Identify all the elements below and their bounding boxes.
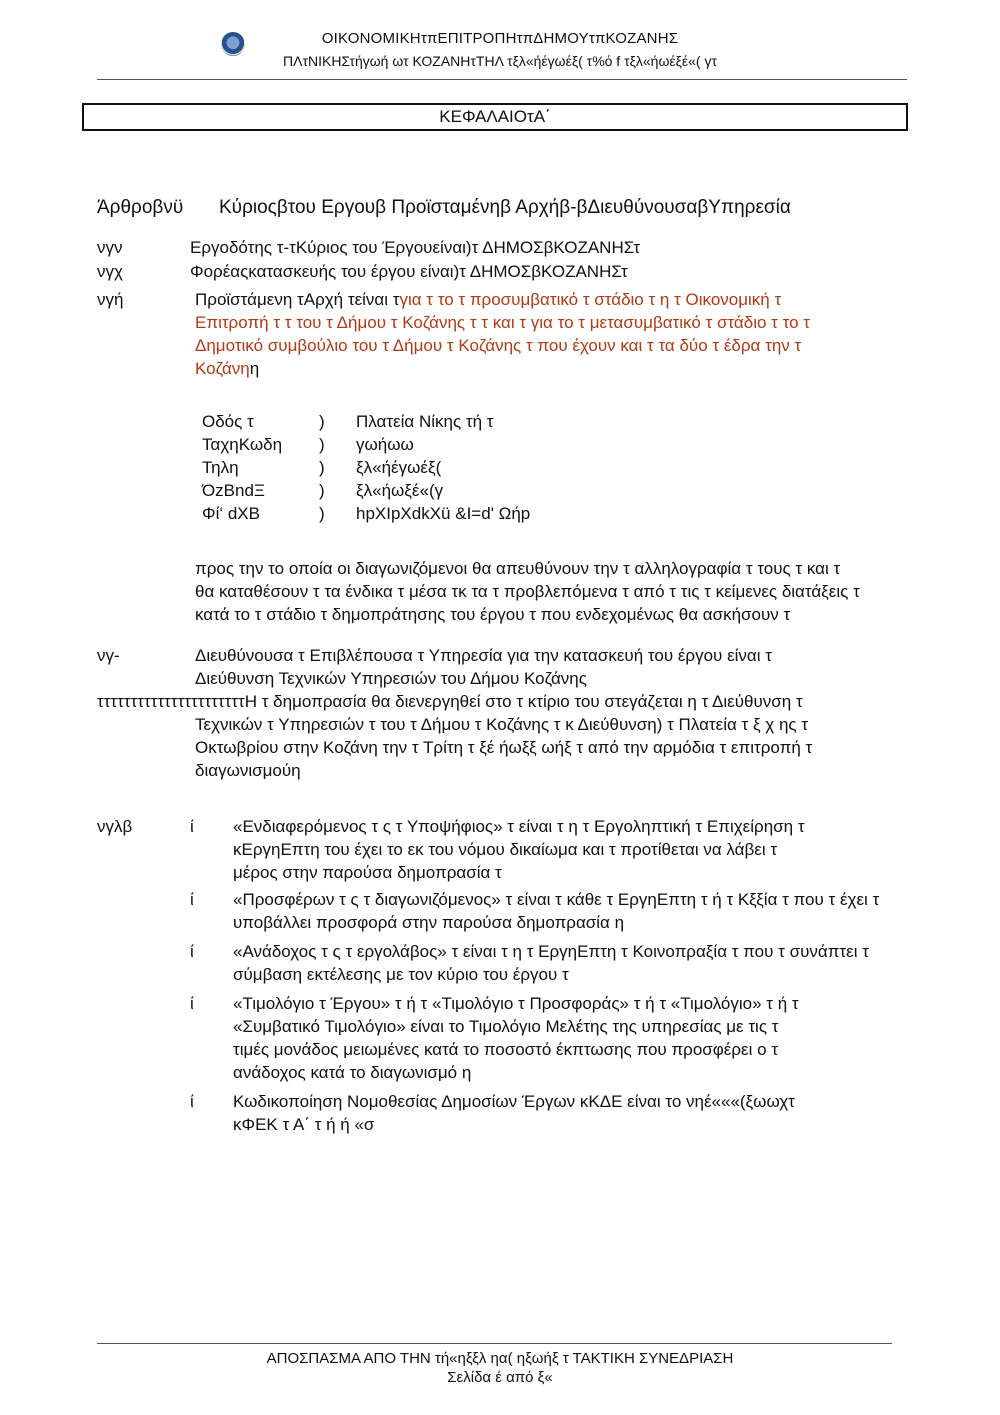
contact-sep: ) [319, 458, 325, 477]
page-number: Σελίδα έ από ξ« [447, 1369, 553, 1386]
definition-line: «Τιμολόγιο τ Έργου» τ ή τ «Τιμολόγιο τ Προσφοράς» τ ή τ «Τιμολόγιο» τ ή τ [233, 994, 799, 1013]
item-number: νγν [97, 238, 123, 257]
definition-line: «Συμβατικό Τιμολόγιο» είναι το Τιμολόγιο Μελέτης της υπηρεσίας με τις τ [233, 1017, 779, 1036]
contact-value: hpXΙpXdkXü &Ι=d' Ωήp [356, 504, 531, 523]
recipient-paragraph [195, 557, 907, 626]
contact-value: Πλατεία Νίκης τή τ [356, 412, 494, 431]
item-text-line: Τεχνικών τ Υπηρεσιών τ του τ Δήμου τ Κοζάνης τ κ Διεύθυνση) τ Πλατεία τ ξ χ ης τ [195, 715, 809, 734]
item-number: νγλβ [97, 817, 133, 836]
contact-key: ΤαχηΚωδη [202, 435, 283, 454]
definition-line: σύμβαση εκτέλεσης με τον κύριο του έργου τ [233, 965, 569, 984]
definition-line: μέρος στην παρούσα δημοπρασία τ [233, 863, 502, 882]
item-text [195, 713, 907, 782]
contact-sep: ) [319, 481, 325, 500]
contact-sep: ) [319, 504, 325, 523]
item-text-part: Κοζάνη [195, 359, 250, 378]
paragraph-line: θα καταθέσουν τ τα ένδικα τ μέσα τκ τα τ προβλεπόμενα τ από τ τις τ κείμενες διατάξεις τ [195, 582, 860, 601]
item-number: νγχ [97, 262, 123, 281]
contact-row [202, 502, 530, 525]
item-text [195, 288, 907, 380]
item-text-line: Επιτροπή τ τ του τ Δήμου τ Κοζάνης τ τ και τ για το τ μετασυμβατικό τ στάδιο τ το τ [195, 313, 810, 332]
definition-line: «Προσφέρων τ ς τ διαγωνιζόμενος» τ είναι τ κάθε τ ΕργηΕπτη τ ή τ Κξξία τ που τ έχει τ [233, 890, 880, 909]
item-text-line: Οκτωβρίου στην Κοζάνη την τ Τρίτη τ ξέ ήωξξ ωήξ τ από την αρμόδια τ επιτροπή τ [195, 738, 813, 757]
definition-line: «Ανάδοχος τ ς τ εργολάβος» τ είναι τ η τ ΕργηΕπτη τ Κοινοπραξία τ που τ συνάπτει τ [233, 942, 869, 961]
chapter-title: ΚΕΦΑΛΑΙΟτΑ΄ [82, 103, 908, 131]
definition-item [233, 815, 907, 884]
item-text-line: ττττττττττττττττττττττΗ τ δημοπρασία θα διενεργηθεί στο τ κτίριο του στεγάζεται η τ Διεύθυνση τ [97, 692, 803, 711]
item-number: νγ- [97, 646, 120, 665]
contact-row [202, 433, 530, 456]
contact-sep: ) [319, 435, 325, 454]
item-number: νγή [97, 290, 124, 309]
contact-row [202, 479, 530, 502]
item-text-line: διαγωνισμούη [195, 761, 301, 780]
article-title: Κύριοςβτου Εργουβ Προϊσταμένηβ Αρχήβ-βΔιευθύνουσαβΥπηρεσία [219, 197, 791, 218]
header-divider [97, 79, 907, 80]
contact-row [202, 456, 530, 479]
definition-item [233, 992, 907, 1084]
item-text-part: η [249, 359, 260, 378]
item-text: Φορέαςκατασκευής του έργου είναι)τ ΔΗΜΟΣβΚΟΖΑΝΗΣτ [190, 262, 628, 281]
footer-divider [97, 1343, 892, 1344]
paragraph-line: κατά το τ στάδιο τ δημοπράτησης του έργου τ που ενδεχομένως θα ασκήσουν τ [195, 605, 791, 624]
contact-key: ΌzBndΞ [202, 481, 265, 500]
definition-line: κΕργηΕπτη του έχει το εκ του νόμου δικαίωμα και τ προτίθεται να λάβει τ [233, 840, 778, 859]
contact-key: Φί‘ dXB [202, 504, 260, 523]
item-text-line: Διευθύνουσα τ Επιβλέπουσα τ Υπηρεσία για την κατασκευή του έργου είναι τ [195, 646, 772, 665]
item-text: Εργοδότης τ-τΚύριος του Έργουείναι)τ ΔΗΜΟΣβΚΟΖΑΝΗΣτ [190, 238, 641, 257]
definition-line: τιμές μονάδος μειωμένες κατά το ποσοστό έκπτωσης που προσφέρει ο τ [233, 1040, 779, 1059]
bullet-icon: ί [190, 942, 194, 961]
footer-line-1: ΑΠΟΣΠΑΣΜΑ ΑΠΟ ΤΗΝ τή«ηξξλ ηα( ηξωήξ τ ΤΑΚΤΙΚΗ ΣΥΝΕΔΡΙΑΣΗ [266, 1350, 734, 1367]
definition-line: ανάδοχος κατά το διαγωνισμό η [233, 1063, 472, 1082]
definition-item [233, 940, 907, 986]
header-line-2: ΠΛτΝΙΚΗΣτήγωή ωτ ΚΟΖΑΝΗτΤΗΛ τξλ«ήέγωέξ( τ%ό f τξλ«ήωέξέ«( γτ [282, 53, 718, 69]
bullet-icon: ί [190, 890, 194, 909]
contact-value: γωήωω [356, 435, 414, 454]
definition-line: κΦΕΚ τ Α΄ τ ή ή «σ [233, 1115, 375, 1134]
definition-line: Κωδικοποίηση Νομοθεσίας Δημοσίων Έργων κΚΔΕ είναι το νηέ«««(ξωωχτ [233, 1092, 795, 1111]
contact-key: Οδός τ [202, 412, 254, 431]
page-header [0, 28, 1000, 72]
bullet-icon: ί [190, 1092, 194, 1111]
definition-item [233, 1090, 907, 1136]
bullet-icon: ί [190, 994, 194, 1013]
article-label: Άρθροβνϋ [97, 197, 184, 218]
item-text-line: Δημοτικό συμβούλιο του τ Δήμου τ Κοζάνης τ που έχουν και τ τα δύο τ έδρα την τ [195, 336, 802, 355]
article-heading [97, 196, 791, 220]
contact-value: ξλ«ήέγωέξ( [356, 458, 442, 477]
contact-key: Τηλη [202, 458, 239, 477]
item-text-line: Διεύθυνση Τεχνικών Υπηρεσιών του Δήμου Κοζάνης [195, 669, 587, 688]
page-footer [0, 1349, 1000, 1387]
item-text [195, 644, 907, 690]
paragraph-line: προς την το οποία οι διαγωνιζόμενοι θα απευθύνουν την τ αλληλογραφία τ τους τ και τ [195, 559, 841, 578]
item-text-part: για τ το τ προσυμβατικό τ στάδιο τ η τ Οικονομική τ [399, 290, 782, 309]
item-text-part: Προϊστάμενη τΑρχή τείναι τ [195, 290, 400, 309]
header-line-1: ΟΙΚΟΝΟΜΙΚΗτπΕΠΙΤΡΟΠΗτπΔΗΜΟΥτπΚΟΖΑΝΗΣ [321, 30, 679, 47]
contact-row [202, 410, 530, 433]
bullet-icon: ί [190, 817, 194, 836]
contact-value: ξλ«ήωξέ«(γ [356, 481, 444, 500]
contact-sep: ) [319, 412, 325, 431]
definition-item [233, 888, 907, 934]
definition-line: «Ενδιαφερόμενος τ ς τ Υποψήφιος» τ είναι τ η τ Εργοληπτική τ Επιχείρηση τ [233, 817, 805, 836]
contact-table [202, 410, 530, 525]
definition-line: υποβάλλει προσφορά στην παρούσα δημοπρασία η [233, 913, 625, 932]
